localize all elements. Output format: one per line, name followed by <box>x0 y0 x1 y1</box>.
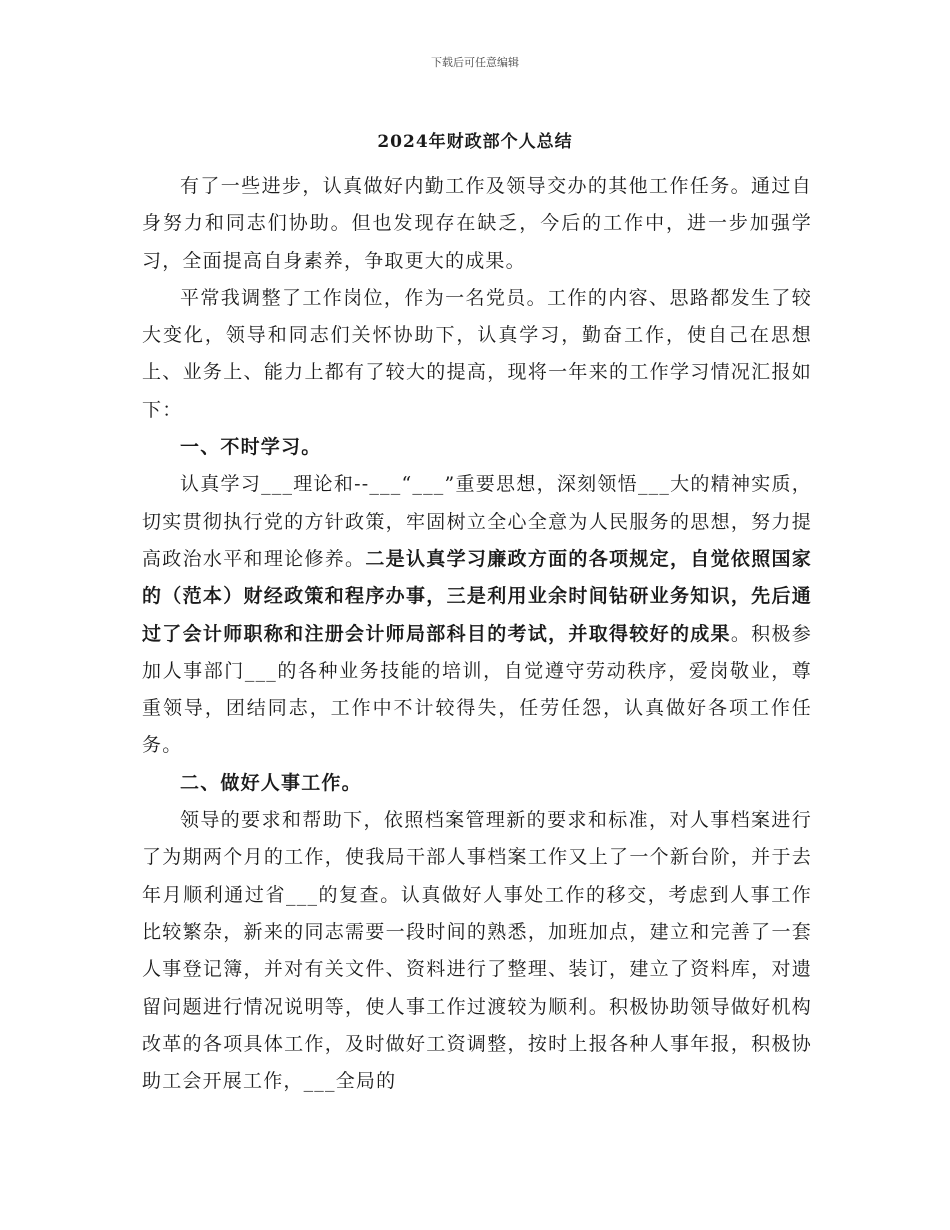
paragraph: 平常我调整了工作岗位，作为一名党员。工作的内容、思路都发生了较大变化，领导和同志们关怀协助下，认真学习，勤奋工作，使自己在思想上、业务上、能力上都有了较大的提高，现将一年来的工作学习情况汇报如下： <box>142 286 812 421</box>
document-body <box>142 168 812 1100</box>
paragraph: 有了一些进步，认真做好内勤工作及领导交办的其他工作任务。通过自身努力和同志们协助。但也发现存在缺乏，今后的工作中，进一步加强学习，全面提高自身素养，争取更大的成果。 <box>142 175 812 272</box>
section-heading: 一、不时学习。 <box>180 436 322 459</box>
section-heading: 二、做好人事工作。 <box>180 771 362 794</box>
paragraph-text: 认真学习___理论和--___“___”重要思想，深刻领悟___大的精神实质，切实贯彻执行党的方针政策，牢固树立全心全意为人民服务的思想，努力提高政治水平和理论修养。 <box>142 473 812 570</box>
paragraph <box>142 466 812 764</box>
bold-text: 二是认真学习廉政方面的各项规定，自觉依照国家的（范本）财经政策和程序办事，三是利用业余时间钻研业务知识，先后通过了会计师职称和注册会计师局部科目的考试，并取得较好的成果 <box>142 547 813 645</box>
document-title: 2024年财政部个人总结 <box>377 132 573 152</box>
paragraph-text: 。积极参加人事部门___的各种业务技能的培训，自觉遵守劳动秩序，爱岗敬业，尊重领导，团结同志，工作中不计较得失，任劳任怨，认真做好各项工作任务。 <box>142 622 812 757</box>
header-note: 下载后可任意编辑 <box>431 56 519 69</box>
paragraph: 领导的要求和帮助下，依照档案管理新的要求和标准，对人事档案进行了为期两个月的工作，使我局干部人事档案工作又上了一个新台阶，并于去年月顺利通过省___的复查。认真做好人事处工作的移交，考虑到人事工作比较繁杂，新来的同志需要一段时间的熟悉，加班加点，建立和完善了一套人事登记簿，并对有关文件、资料进行了整理、装订，建立了资料库，对遗留问题进行情况说明等，使人事工作过渡较为顺利。积极协助领导做好机构改革的各项具体工作，及时做好工资调整，按时上报各种人事年报，积极协助工会开展工作，___全局的 <box>142 809 812 1093</box>
